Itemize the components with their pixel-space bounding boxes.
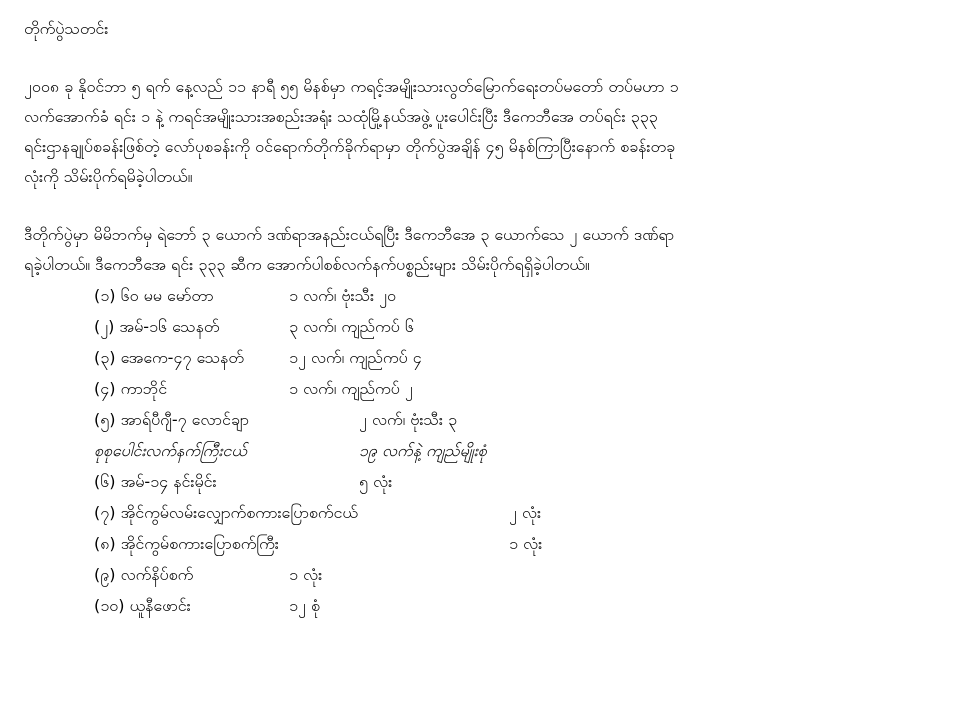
document-title: တိုက်ပွဲသတင်း (24, 19, 109, 38)
item-name: (၁၀) ယူနီဖောင်း (94, 596, 191, 615)
item-name: (၈) အိုင်ကွမ်စကားပြောစက်ကြီး (94, 534, 279, 553)
item-quantity: ၅ လုံး (359, 472, 393, 491)
item-name: (၅) အာရ်ပီဂျီ-၇ လောင်ချာ (94, 410, 249, 429)
item-name: (၇) အိုင်ကွမ်လမ်းလျှောက်စကားပြောစက်ငယ် (94, 503, 358, 522)
paragraph-1 (24, 72, 954, 192)
item-quantity: ၁ လုံး (289, 565, 323, 584)
item-quantity: ၁၂ စုံ (289, 596, 320, 615)
item-name: (၁) ၆၀ မမ မော်တာ (94, 286, 214, 305)
item-quantity: ၃ လက်၊ ကျည်ကပ် ၆ (289, 317, 414, 336)
item-name: (၃) အေကေ-၄၇ သေနတ် (94, 348, 244, 367)
document (24, 14, 964, 621)
list-item (24, 280, 964, 311)
item-name: (၂) အမ်-၁၆ သေနတ် (94, 317, 220, 336)
item-name: စုစုပေါင်းလက်နက်ကြီးငယ် (94, 441, 247, 460)
item-quantity: ၂ လက်၊ ဗုံးသီး ၃ (359, 410, 458, 429)
item-quantity: ၂ လုံး (509, 503, 542, 522)
spacer (24, 44, 964, 72)
item-quantity: ၁၉ လက်နဲ့ ကျည်မျိုးစုံ (359, 441, 487, 460)
list-item (24, 559, 964, 590)
item-quantity: ၁ လက်၊ ကျည်ကပ် ၂ (289, 379, 413, 398)
list-item (24, 497, 964, 528)
spacer (24, 192, 964, 220)
paragraph-2-line: ဒီတိုက်ပွဲမှာ မိမိဘက်မှ ရဲဘော် ၃ ယောက် ဒဏ်ရာအနည်းငယ်ရပြီး ဒီကေဘီအေ ၃ ယောက်သေ ၂ ယောက် ဒဏ်ရာ (24, 225, 675, 244)
list-item (24, 373, 964, 404)
paragraph-1-line: ၂၀၀၈ ခု နိုဝင်ဘာ ၅ ရက် နေ့လည် ၁၁ နာရီ ၅၅ မိနစ်မှာ ကရင့်အမျိုးသားလွတ်မြောက်ရေးတပ်မတော် တပ်မဟာ ၁ (24, 77, 679, 96)
paragraph-1-line: ရင်းဌာနချုပ်စခန်းဖြစ်တဲ့ လော်ပုစခန်းကို ဝင်ရောက်တိုက်ခိုက်ရာမှာ တိုက်ပွဲအချိန် ၄၅ မိနစ်ကြာပြီးနောက် စခန်းတခု (24, 137, 676, 156)
item-name: (၆) အမ်-၁၄ နင်းမိုင်း (94, 472, 217, 491)
list-item (24, 404, 964, 435)
list-item (24, 466, 964, 497)
paragraph-2 (24, 220, 954, 280)
list-item (24, 528, 964, 559)
paragraph-1-line: လုံးကို သိမ်းပိုက်ရမိခဲ့ပါတယ်။ (24, 167, 193, 186)
item-name: (၉) လက်နိပ်စက် (94, 565, 194, 584)
list-item (24, 342, 964, 373)
list-item (24, 311, 964, 342)
item-quantity: ၁ လုံး (509, 534, 543, 553)
list-item (24, 590, 964, 621)
paragraph-2-line: ရခဲ့ပါတယ်။ ဒီကေဘီအေ ရင်း ၃၃၃ ဆီက အောက်ပါစစ်လက်နက်ပစ္စည်းများ သိမ်းပိုက်ရရှိခဲ့ပါတယ်။ (24, 255, 590, 274)
list-item-total (24, 435, 964, 466)
paragraph-1-line: လက်အောက်ခံ ရင်း ၁ နဲ့ ကရင်အမျိုးသားအစည်းအရုံး သထုံမြို့နယ်အဖွဲ့ ပူးပေါင်းပြီး ဒီကေဘီအေ တပ်ရင်း ၃၃၃ (24, 107, 658, 126)
captured-weapons-list (24, 280, 964, 621)
item-name: (၄) ကာဘိုင် (94, 379, 168, 398)
item-quantity: ၁၂ လက်၊ ကျည်ကပ် ၄ (289, 348, 422, 367)
item-quantity: ၁ လက်၊ ဗုံးသီး ၂၀ (289, 286, 397, 305)
